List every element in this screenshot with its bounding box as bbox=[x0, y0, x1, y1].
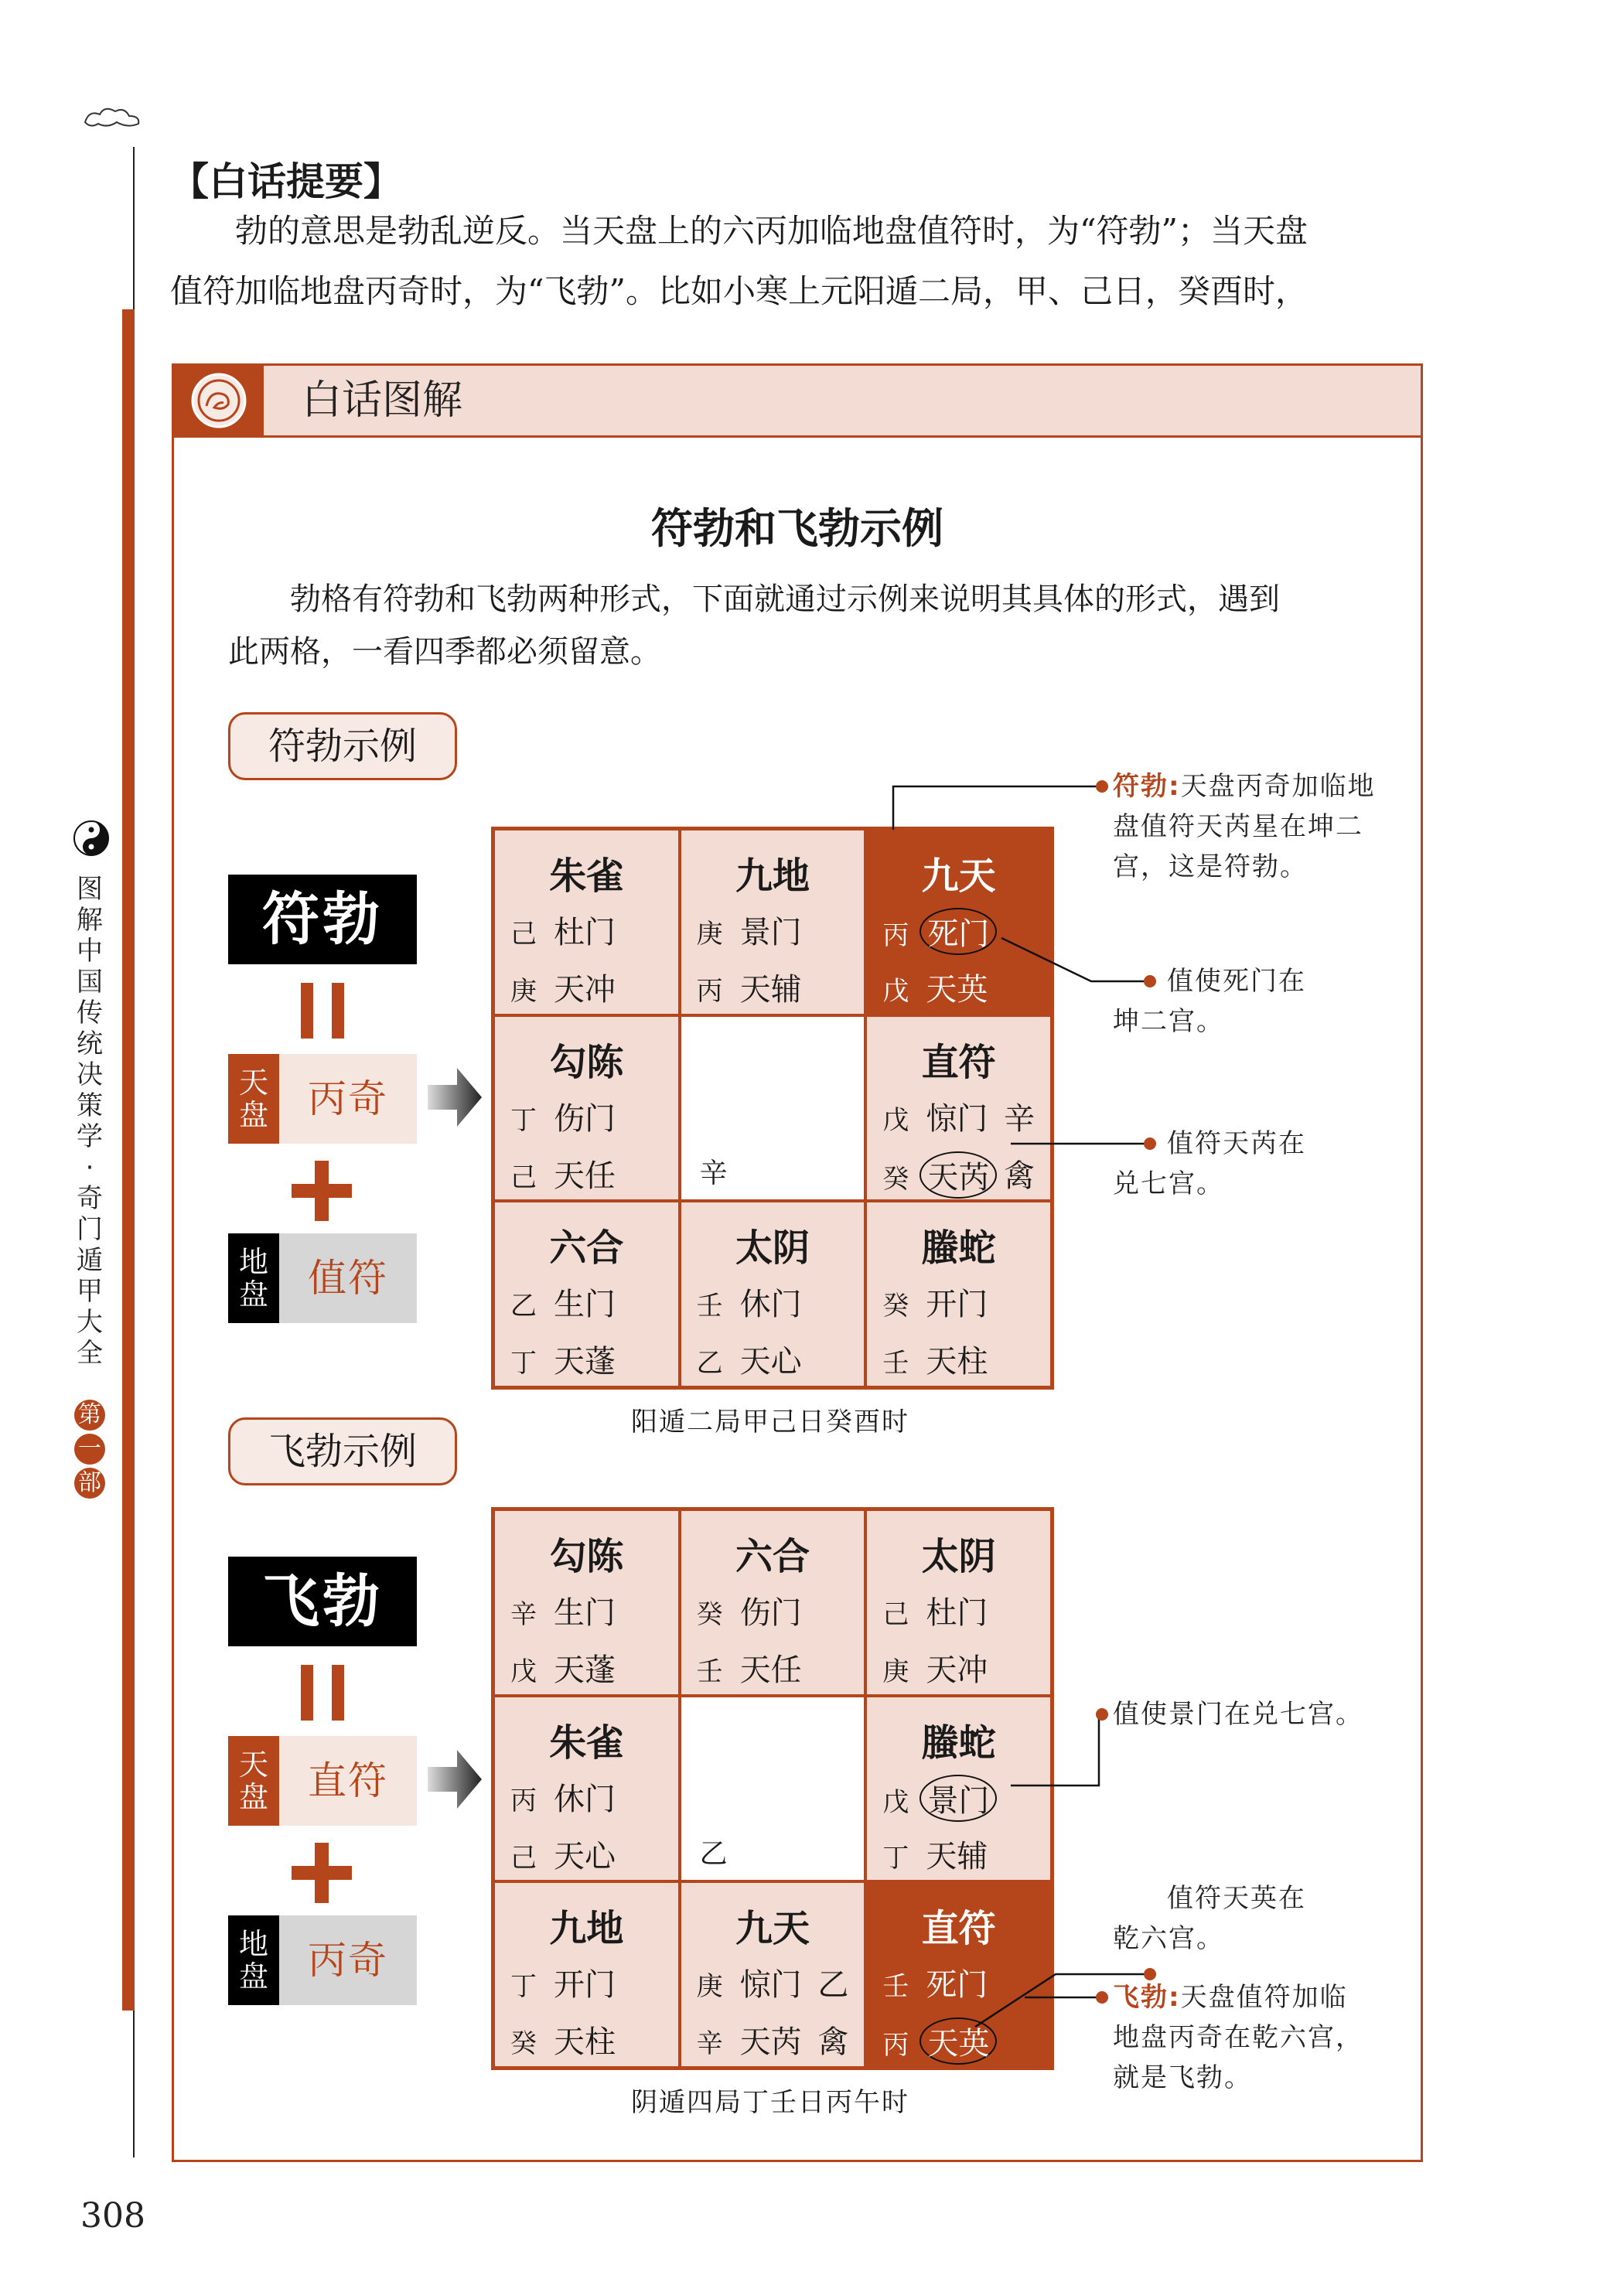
tianpan-value: 直符 bbox=[279, 1736, 417, 1826]
extra-stem: 辛 bbox=[1004, 1100, 1035, 1137]
tianpan-stem: 戊 bbox=[882, 1104, 909, 1136]
sidebar-title-char: 学 bbox=[77, 1121, 103, 1152]
star-name: 天蓬 bbox=[554, 1344, 616, 1380]
example1-caption: 阳遁二局甲己日癸酉时 bbox=[631, 1407, 909, 1438]
dipan-stem: 戊 bbox=[510, 1656, 537, 1687]
sidebar-title-char: 门 bbox=[77, 1214, 103, 1245]
example1-label: 符勃 bbox=[228, 875, 417, 964]
gate-name: 休门 bbox=[739, 1287, 802, 1323]
section-heading: 【白话提要】 bbox=[170, 159, 402, 204]
gate-name: 生门 bbox=[554, 1287, 616, 1323]
dipan-stem: 己 bbox=[510, 1842, 537, 1874]
tianpan-stem: 辛 bbox=[510, 1599, 537, 1630]
deity-name: 太阴 bbox=[921, 1535, 996, 1578]
dipan-stem: 癸 bbox=[882, 1163, 909, 1195]
tianpan-stem: 壬 bbox=[882, 1971, 909, 2003]
star-name: 天冲 bbox=[554, 972, 616, 1008]
star-name: 天柱 bbox=[554, 2024, 616, 2061]
example2-note-main: 飞勃:天盘值符加临 地盘丙奇在乾六宫， 就是飞勃。 bbox=[1113, 1982, 1363, 2093]
deity-name: 直符 bbox=[921, 1040, 996, 1084]
star-name: 天心 bbox=[739, 1344, 802, 1380]
gate-name: 伤门 bbox=[739, 1595, 802, 1631]
tianpan-stem: 癸 bbox=[696, 1599, 723, 1630]
extra-star: 禽 bbox=[1004, 1158, 1035, 1194]
figure-intro: 勃格有符勃和飞勃两种形式，下面就通过示例来说明其具体的形式，遇到 此两格，一看四季都必须留意。 bbox=[228, 582, 1280, 670]
star-name: 天任 bbox=[554, 1158, 616, 1194]
sidebar-title-char: 决 bbox=[77, 1059, 103, 1090]
deity-name: 九地 bbox=[549, 1907, 624, 1951]
sidebar-title-char: 大 bbox=[77, 1307, 103, 1338]
example1-note-zhifu: 值符天芮在 兑七宫。 bbox=[1113, 1128, 1306, 1199]
gate-name: 休门 bbox=[554, 1781, 616, 1817]
star-name: 天英 bbox=[919, 2017, 997, 2065]
example2-pill: 飞勃示例 bbox=[228, 1417, 457, 1485]
tianpan-tag: 天 盘 bbox=[228, 1054, 279, 1144]
deity-name: 太阴 bbox=[735, 1226, 810, 1270]
annotation-leader-lines bbox=[174, 366, 1421, 2160]
gate-name: 死门 bbox=[926, 1967, 988, 2004]
dipan-stem: 壬 bbox=[882, 1348, 909, 1380]
sidebar-part-label bbox=[74, 1400, 105, 1502]
star-name: 天芮 bbox=[919, 1151, 997, 1199]
star-name: 天辅 bbox=[926, 1838, 988, 1874]
tianpan-stem: 癸 bbox=[882, 1291, 909, 1322]
deity-name: 九天 bbox=[735, 1907, 810, 1951]
gate-name: 开门 bbox=[554, 1967, 616, 2004]
margin-accent-bar bbox=[122, 309, 135, 2011]
star-name: 天心 bbox=[554, 1838, 616, 1874]
center-stem: 辛 bbox=[699, 1157, 728, 1189]
star-name: 天柱 bbox=[926, 1344, 988, 1380]
box-header-title: 白话图解 bbox=[302, 377, 463, 424]
sidebar-part-char: 部 bbox=[74, 1468, 105, 1499]
sidebar-title-char: 全 bbox=[77, 1338, 103, 1369]
summary-paragraph: 勃的意思是勃乱逆反。当天盘上的六丙加临地盘值符时，为“符勃”；当天盘 值符加临地盘丙奇时，为“飞勃”。比如小寒上元阳遁二局，甲、己日，癸酉时， bbox=[170, 212, 1308, 310]
deity-name: 螣蛇 bbox=[921, 1721, 996, 1765]
sidebar-title-char: 图 bbox=[77, 874, 103, 905]
deity-name: 六合 bbox=[549, 1226, 624, 1270]
deity-name: 九天 bbox=[921, 854, 996, 898]
gate-name: 死门 bbox=[919, 908, 997, 955]
deity-name: 勾陈 bbox=[549, 1535, 624, 1578]
sidebar-title-char: 国 bbox=[77, 967, 103, 998]
example1-note-main: 符勃:天盘丙奇加临地 盘值符天芮星在坤二 宫，这是符勃。 bbox=[1113, 771, 1376, 882]
sidebar-book-title bbox=[74, 874, 105, 1369]
star-name: 天任 bbox=[739, 1652, 802, 1688]
example1-note-zhishi: 值使死门在 坤二宫。 bbox=[1113, 966, 1306, 1037]
sidebar-title-char: 中 bbox=[77, 936, 103, 967]
deity-name: 六合 bbox=[735, 1535, 810, 1578]
tianpan-stem: 壬 bbox=[696, 1291, 723, 1322]
star-name: 天英 bbox=[926, 972, 988, 1008]
tianpan-stem: 庚 bbox=[696, 919, 723, 950]
star-name: 天蓬 bbox=[554, 1652, 616, 1688]
gate-name: 杜门 bbox=[554, 915, 616, 950]
sidebar-title-char: 甲 bbox=[77, 1276, 103, 1307]
dipan-stem: 丙 bbox=[696, 976, 723, 1007]
tianpan-stem: 丙 bbox=[882, 920, 909, 951]
sidebar-title-char: 遁 bbox=[77, 1245, 103, 1276]
dipan-stem: 壬 bbox=[696, 1656, 723, 1687]
tianpan-stem: 丁 bbox=[510, 1104, 537, 1136]
dipan-stem: 丁 bbox=[882, 1842, 909, 1874]
tianpan-stem: 丁 bbox=[510, 1971, 537, 2003]
tianpan-stem: 丙 bbox=[510, 1785, 537, 1816]
tianpan-stem: 己 bbox=[510, 919, 537, 950]
deity-name: 九地 bbox=[735, 854, 810, 898]
dipan-tag: 地 盘 bbox=[228, 1233, 279, 1323]
dipan-stem: 癸 bbox=[510, 2028, 537, 2060]
gate-name: 景门 bbox=[919, 1775, 997, 1822]
figure-title: 符勃和飞勃示例 bbox=[651, 504, 943, 553]
dipan-value: 值符 bbox=[279, 1233, 417, 1323]
sidebar-title-char: 传 bbox=[77, 998, 103, 1028]
star-name: 天辅 bbox=[739, 972, 802, 1008]
dipan-stem: 乙 bbox=[696, 1348, 723, 1380]
sidebar-title-char: 奇 bbox=[77, 1183, 103, 1214]
dipan-stem: 庚 bbox=[882, 1656, 909, 1687]
gate-name: 惊门 bbox=[739, 1967, 802, 2004]
extra-star: 禽 bbox=[817, 2024, 849, 2061]
dipan-stem: 丙 bbox=[882, 2030, 909, 2062]
dipan-stem: 戊 bbox=[882, 976, 909, 1007]
example2-note-zhishi: 值使景门在兑七宫。 bbox=[1113, 1699, 1363, 1730]
example2-note-zhifu: 值符天英在 乾六宫。 bbox=[1113, 1883, 1306, 1954]
deity-name: 勾陈 bbox=[549, 1040, 624, 1084]
sidebar-title-char: 策 bbox=[77, 1090, 103, 1121]
deity-name: 直符 bbox=[921, 1907, 996, 1951]
tianpan-stem: 戊 bbox=[882, 1786, 909, 1818]
sidebar-title-char: 解 bbox=[77, 905, 103, 936]
deity-name: 朱雀 bbox=[549, 854, 624, 898]
deity-name: 螣蛇 bbox=[921, 1226, 996, 1270]
gate-name: 生门 bbox=[554, 1595, 616, 1631]
illustration-box bbox=[172, 363, 1423, 2162]
tianpan-stem: 己 bbox=[882, 1599, 909, 1630]
tianpan-stem: 庚 bbox=[696, 1971, 723, 2003]
extra-stem: 乙 bbox=[817, 1967, 849, 2004]
yin-yang-icon bbox=[73, 820, 110, 857]
cloud-ornament-icon bbox=[81, 101, 143, 131]
star-name: 天芮 bbox=[739, 2024, 802, 2061]
dipan-stem: 庚 bbox=[510, 976, 537, 1007]
tianpan-tag: 天 盘 bbox=[228, 1736, 279, 1826]
gate-name: 杜门 bbox=[926, 1595, 988, 1631]
gate-name: 惊门 bbox=[926, 1100, 988, 1137]
example2-caption: 阴遁四局丁壬日丙午时 bbox=[631, 2087, 909, 2118]
star-name: 天冲 bbox=[926, 1652, 988, 1688]
tianpan-stem: 乙 bbox=[510, 1291, 537, 1322]
dipan-value: 丙奇 bbox=[279, 1915, 417, 2005]
example1-pill: 符勃示例 bbox=[228, 712, 457, 780]
sidebar-title-char: 统 bbox=[77, 1028, 103, 1059]
dipan-stem: 辛 bbox=[696, 2028, 723, 2060]
gate-name: 景门 bbox=[739, 915, 802, 950]
sidebar-title-char: · bbox=[85, 1152, 94, 1183]
tianpan-value: 丙奇 bbox=[279, 1054, 417, 1144]
dipan-stem: 己 bbox=[510, 1161, 537, 1193]
sidebar-part-char: 第 bbox=[74, 1400, 105, 1431]
gate-name: 开门 bbox=[926, 1287, 988, 1323]
dipan-tag: 地 盘 bbox=[228, 1915, 279, 2005]
deity-name: 朱雀 bbox=[549, 1721, 624, 1765]
sidebar-part-char: 一 bbox=[74, 1434, 105, 1465]
center-stem: 乙 bbox=[699, 1837, 728, 1870]
page-number: 308 bbox=[80, 2196, 145, 2236]
dipan-stem: 丁 bbox=[510, 1348, 537, 1380]
example2-label: 飞勃 bbox=[228, 1557, 417, 1646]
gate-name: 伤门 bbox=[554, 1100, 616, 1137]
